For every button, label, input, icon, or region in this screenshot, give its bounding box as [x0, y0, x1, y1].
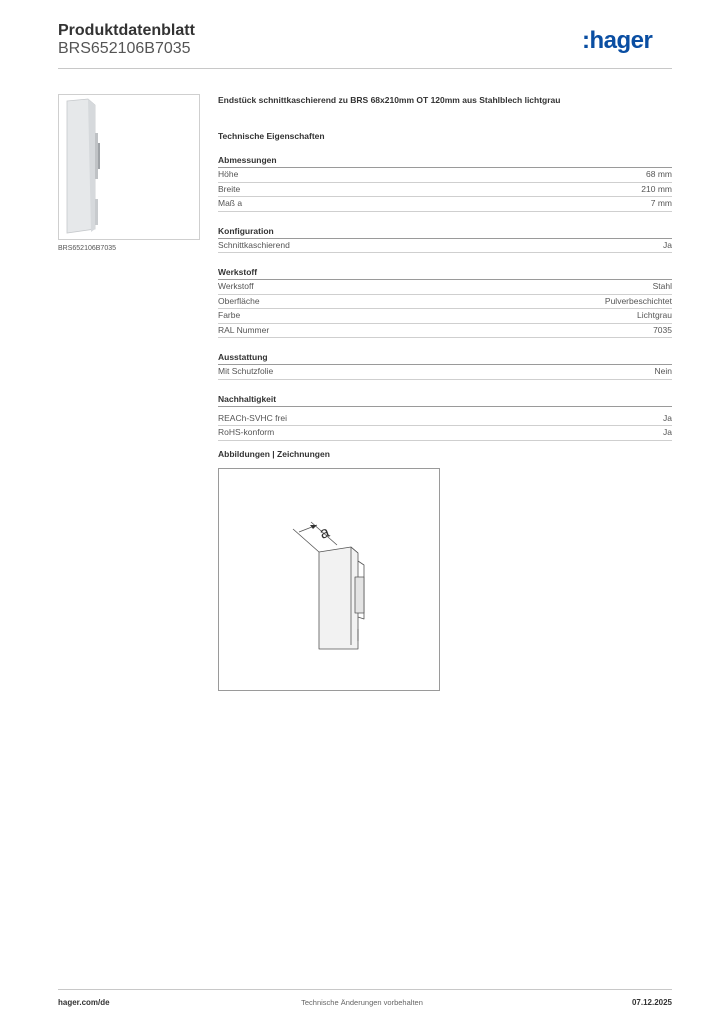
row-value: 68 mm — [646, 169, 672, 179]
footer-date: 07.12.2025 — [631, 998, 672, 1007]
table-row — [218, 197, 672, 212]
row-label: RAL Nummer — [218, 324, 270, 335]
article-number: BRS652106B7035 — [58, 40, 191, 57]
row-label: RoHS-konform — [218, 427, 275, 437]
table-row — [218, 168, 672, 183]
section-abmessungen — [218, 155, 672, 212]
row-label: Oberfläche — [218, 295, 260, 306]
section-ausstattung — [218, 352, 672, 380]
section-title: Werkstoff — [218, 267, 672, 280]
row-value: Stahl — [652, 281, 672, 291]
table-row — [218, 365, 672, 380]
product-photo — [59, 95, 199, 239]
row-label: Breite — [218, 183, 241, 194]
table-row — [218, 295, 672, 310]
row-label: Höhe — [218, 169, 239, 179]
table-row — [218, 309, 672, 324]
section-title: Nachhaltigkeit — [218, 394, 672, 407]
footer-divider — [58, 989, 672, 990]
logo-text: :hager — [582, 28, 653, 54]
row-value: Lichtgrau — [637, 310, 672, 320]
row-value: Ja — [663, 412, 672, 423]
row-value: Pulverbeschichtet — [604, 295, 672, 306]
hager-logo — [582, 28, 672, 54]
table-row — [218, 239, 672, 254]
section-konfiguration — [218, 226, 672, 254]
row-value: Ja — [663, 427, 672, 437]
row-value: 7 mm — [650, 198, 672, 208]
technical-drawing — [218, 468, 440, 691]
section-title: Ausstattung — [218, 352, 672, 365]
section-title: Konfiguration — [218, 226, 672, 239]
header-divider — [58, 68, 672, 69]
table-row — [218, 412, 672, 427]
section-title: Abmessungen — [218, 155, 672, 168]
section-werkstoff — [218, 267, 672, 338]
image-caption: BRS652106B7035 — [58, 245, 116, 252]
section-nachhaltigkeit — [218, 394, 672, 441]
row-value: Nein — [654, 366, 672, 376]
dimension-label: a — [317, 523, 332, 543]
row-value: 210 mm — [641, 183, 672, 194]
row-label: REACh-SVHC frei — [218, 412, 287, 423]
row-label: Schnittkaschierend — [218, 239, 290, 250]
row-value: 7035 — [653, 324, 672, 335]
table-row — [218, 183, 672, 198]
row-value: Ja — [663, 239, 672, 250]
table-row — [218, 324, 672, 339]
row-label: Mit Schutzfolie — [218, 366, 274, 376]
product-details — [218, 95, 672, 441]
document-title: Produktdatenblatt — [58, 22, 195, 39]
row-label: Werkstoff — [218, 281, 254, 291]
drawing-canvas — [219, 469, 439, 690]
footer-notice: Technische Änderungen vorbehalten — [301, 998, 423, 1007]
table-row — [218, 280, 672, 295]
technical-properties-title: Technische Eigenschaften — [218, 131, 325, 141]
footer-website[interactable]: hager.com/de — [58, 998, 110, 1007]
table-row — [218, 426, 672, 441]
drawings-title: Abbildungen | Zeichnungen — [218, 449, 330, 459]
row-label: Farbe — [218, 310, 241, 320]
product-description: Endstück schnittkaschierend zu BRS 68x210mm OT 120mm aus Stahlblech lichtgrau — [218, 95, 561, 105]
row-label: Maß a — [218, 198, 243, 208]
product-image — [58, 94, 200, 240]
